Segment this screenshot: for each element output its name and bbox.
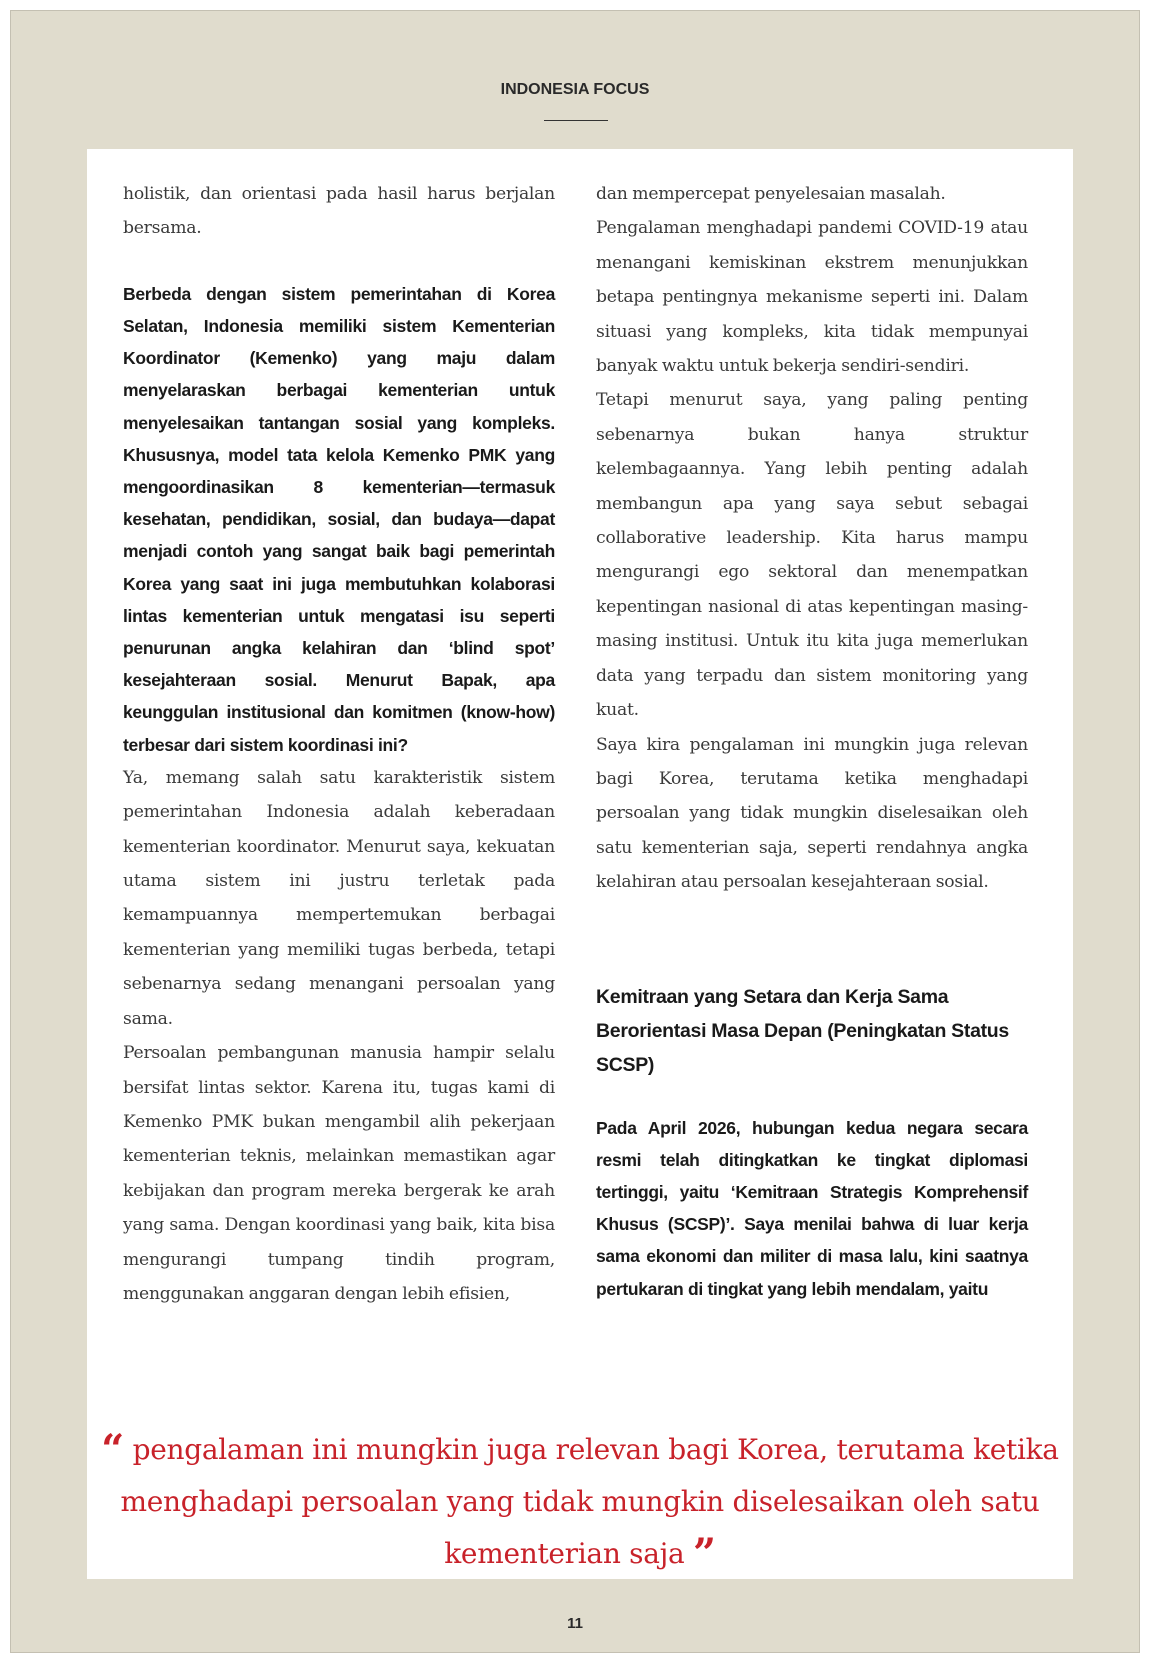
section-heading: Kemitraan yang Setara dan Kerja Sama Berorientasi Masa Depan (Peningkatan Status SCSP) [596,985,1009,1076]
article-body [87,149,1073,1579]
section-title: INDONESIA FOCUS [500,81,650,98]
left-column [123,177,555,1311]
pull-quote-text: pengalaman ini mungkin juga relevan bagi Korea, terutama ketika menghadapi persoalan yang tidak mungkin diselesaikan oleh satu kementerian saja [120,1433,1059,1570]
right-column [596,177,1028,1305]
paragraph: Persoalan pembangunan manusia hampir selalu bersifat lintas sektor. Karena itu, tugas kami di Kemenko PMK bukan mengambil alih pekerjaan kementerian teknis, melainkan memastikan agar kebijakan dan program mereka bergerak ke arah yang sama. Dengan koordinasi yang baik, kita bisa mengurangi tumpang tindih program, menggunakan anggaran dengan lebih efisien, [123,1043,555,1304]
paragraph: holistik, dan orientasi pada hasil harus berjalan bersama. [123,184,555,239]
paragraph: dan mempercepat penyelesaian masalah. [596,184,946,204]
magazine-page [10,10,1140,1653]
interview-question: Pada April 2026, hubungan kedua negara secara resmi telah ditingkatkan ke tingkat diplomasi tertinggi, yaitu ‘Kemitraan Strategis Komprehensif Khusus (SCSP)’. Saya menilai bahwa di luar kerja sama ekonomi dan militer di masa lalu, kini saatnya pertukaran di tingkat yang lebih mendalam, yaitu [596,1117,1028,1299]
paragraph: Ya, memang salah satu karakteristik sistem pemerintahan Indonesia adalah keberadaan kementerian koordinator. Menurut saya, kekuatan utama sistem ini justru terletak pada kemampuannya mempertemukan berbagai kementerian yang memiliki tugas berbeda, tetapi sebenarnya sedang menangani persoalan yang sama. [123,767,555,1029]
paragraph: Saya kira pengalaman ini mungkin juga relevan bagi Korea, terutama ketika menghadapi persoalan yang tidak mungkin diselesaikan oleh satu kementerian saja, seperti rendahnya angka kelahiran atau persoalan kesejahteraan sosial. [596,734,1028,893]
paragraph: Tetapi menurut saya, yang paling penting sebenarnya bukan hanya struktur kelembagaannya. Yang lebih penting adalah membangun apa yang saya sebut sebagai collaborative leadership. Kita harus mampu mengurangi ego sektoral dan menempatkan kepentingan nasional di atas kepentingan masing-masing institusi. Untuk itu kita juga memerlukan data yang terpadu dan sistem monitoring yang kuat. [596,390,1028,721]
paragraph: Pengalaman menghadapi pandemi COVID-19 atau menangani kemiskinan ekstrem menunjukkan betapa pentingnya mekanisme seperti ini. Dalam situasi yang kompleks, kita tidak mempunyai banyak waktu untuk bekerja sendiri-sendiri. [596,218,1028,377]
header-divider [544,120,608,121]
interview-question: Berbeda dengan sistem pemerintahan di Korea Selatan, Indonesia memiliki sistem Kementerian Koordinator (Kemenko) yang maju dalam menyelaraskan berbagai kementerian untuk menyelesaikan tantangan sosial yang kompleks. Khususnya, model tata kelola Kemenko PMK yang mengoordinasikan 8 kementerian—termasuk kesehatan, pendidikan, sosial, dan budaya—dapat menjadi contoh yang sangat baik bagi pemerintah Korea yang saat ini juga membutuhkan kolaborasi lintas kementerian untuk mengatasi isu seperti penurunan angka kelahiran dan ‘blind spot’ kesejahteraan sosial. Menurut Bapak, apa keunggulan institusional dan komitmen (know-how) terbesar dari sistem koordinasi ini? [123,283,555,755]
page-number: 11 [567,1615,583,1632]
pull-quote [87,1424,1073,1580]
open-quote-icon: “ [101,1426,125,1473]
close-quote-icon: ” [693,1530,716,1577]
